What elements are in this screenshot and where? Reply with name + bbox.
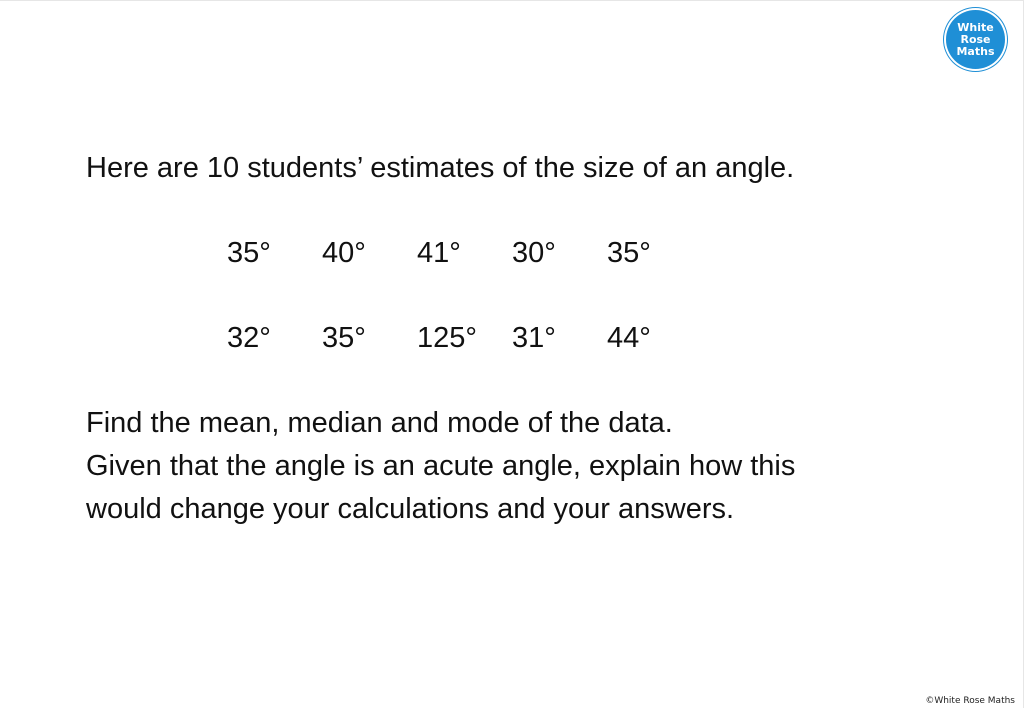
intro-text: Here are 10 students’ estimates of the size of an angle. — [86, 152, 795, 184]
question-2-line-2: would change your calculations and your answers. — [86, 493, 735, 525]
estimate-value: 30° — [512, 237, 556, 269]
estimate-value: 40° — [322, 237, 366, 269]
question-content — [86, 147, 966, 531]
estimates-row-1 — [86, 232, 966, 275]
estimate-value: 41° — [417, 237, 461, 269]
spacer — [86, 275, 966, 317]
estimate-value: 31° — [512, 322, 556, 354]
spacer — [86, 190, 966, 232]
logo-line-3: Maths — [956, 44, 995, 58]
estimate-value: 35° — [607, 237, 651, 269]
estimate-value: 35° — [322, 322, 366, 354]
estimates-row-2 — [86, 317, 966, 360]
copyright-footer: ©White Rose Maths — [925, 696, 1015, 706]
estimate-value: 35° — [227, 237, 271, 269]
spacer — [86, 360, 966, 402]
estimate-value: 32° — [227, 322, 271, 354]
estimate-value: 44° — [607, 322, 651, 354]
logo-line-2: Rose — [960, 32, 991, 46]
estimate-value: 125° — [417, 322, 477, 354]
logo-line-1: White — [957, 20, 994, 34]
question-1: Find the mean, median and mode of the data. — [86, 407, 673, 439]
question-2-line-1: Given that the angle is an acute angle, explain how this — [86, 450, 796, 482]
white-rose-maths-logo — [946, 10, 1005, 69]
